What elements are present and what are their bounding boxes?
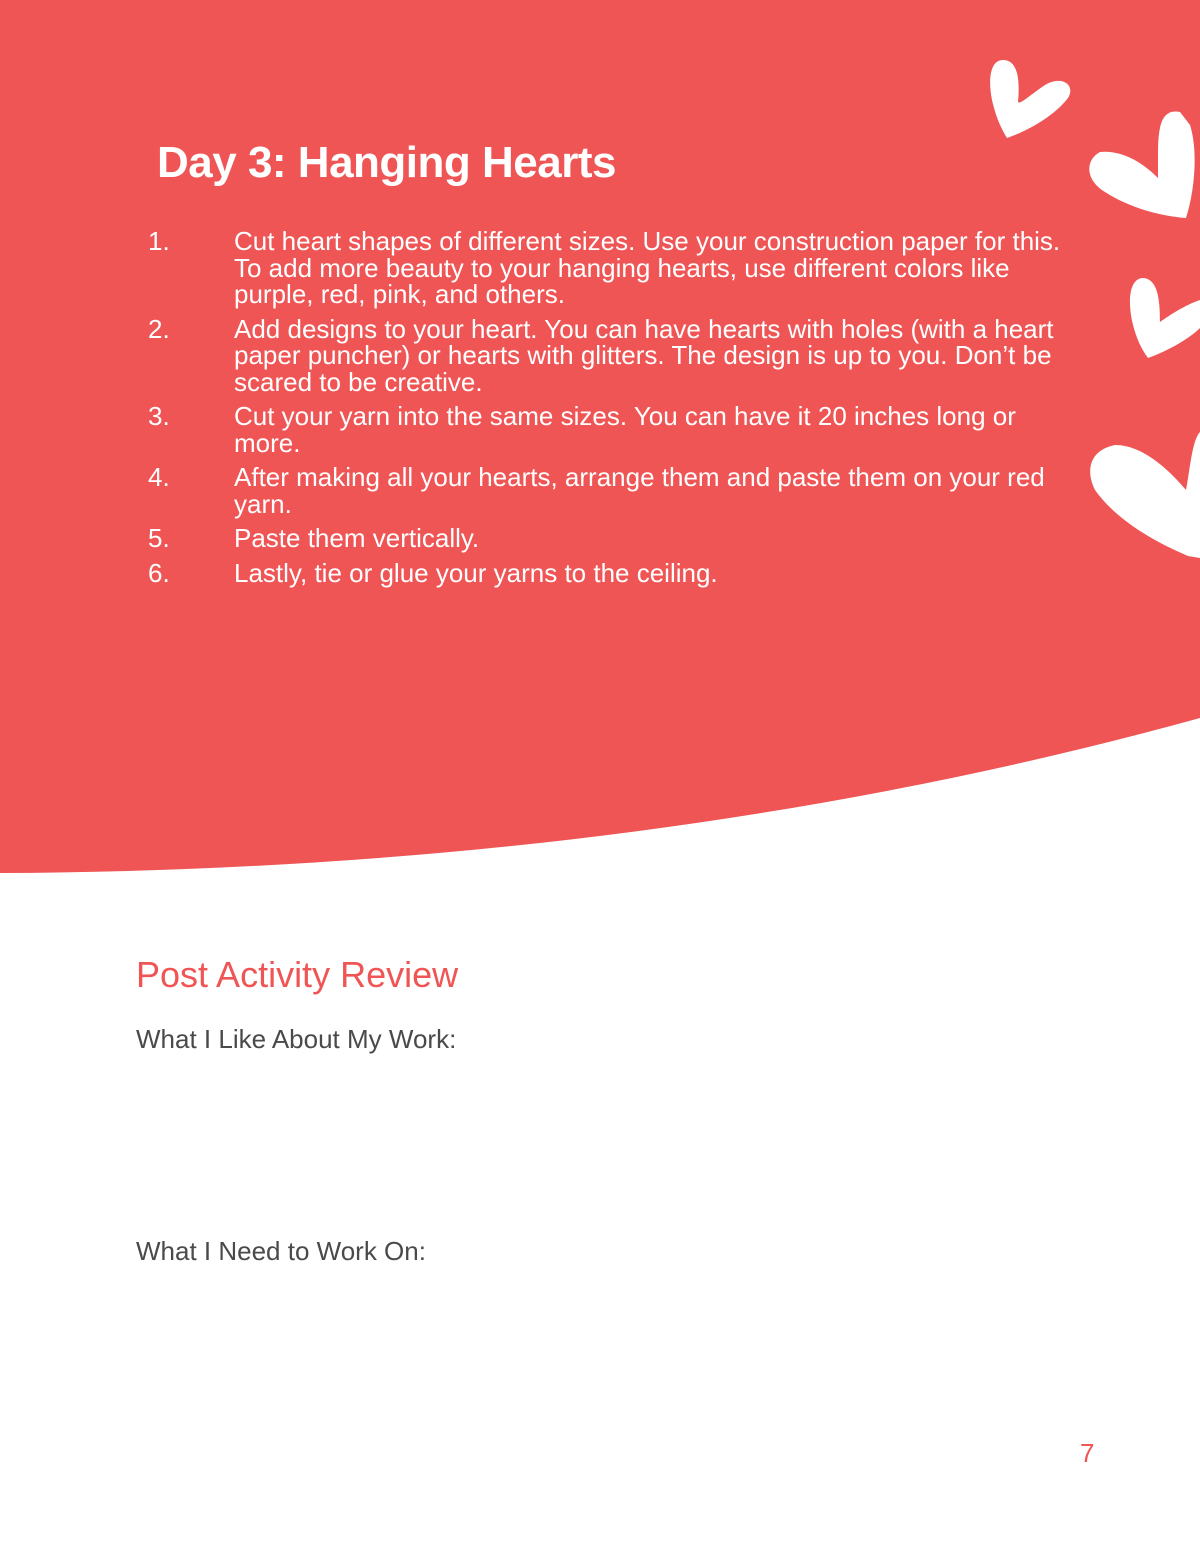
review-heading: Post Activity Review	[136, 954, 459, 995]
step-number: 1.	[148, 226, 170, 256]
list-item	[140, 313, 1070, 397]
instruction-list	[140, 228, 1070, 594]
step-text: Lastly, tie or glue your yarns to the ceiling.	[234, 557, 718, 588]
list-item	[140, 525, 1070, 552]
step-text: After making all your hearts, arrange them and paste them on your red yarn.	[234, 462, 1045, 519]
list-item	[140, 464, 1070, 517]
step-text: Cut your yarn into the same sizes. You can have it 20 inches long or more.	[234, 401, 1016, 458]
list-item	[140, 403, 1070, 456]
page-title: Day 3: Hanging Hearts	[157, 138, 616, 187]
list-item	[140, 228, 1070, 308]
step-text: Add designs to your heart. You can have hearts with holes (with a heart paper puncher) or hearts with glitters. The design is up to you. Don’t be scared to be creative.	[234, 313, 1054, 397]
step-number: 3.	[148, 401, 170, 431]
step-text: Paste them vertically.	[234, 523, 480, 553]
step-number: 6.	[148, 557, 170, 588]
step-number: 2.	[148, 313, 170, 344]
page-number: 7	[1080, 1438, 1095, 1468]
step-number: 5.	[148, 523, 170, 553]
work-on-prompt: What I Need to Work On:	[136, 1236, 426, 1266]
list-item	[140, 557, 1070, 588]
step-number: 4.	[148, 462, 170, 492]
step-text: Cut heart shapes of different sizes. Use your construction paper for this. To add more beauty to your hanging hearts, use different colors like purple, red, pink, and others.	[234, 226, 1061, 309]
like-prompt: What I Like About My Work:	[136, 1024, 457, 1054]
